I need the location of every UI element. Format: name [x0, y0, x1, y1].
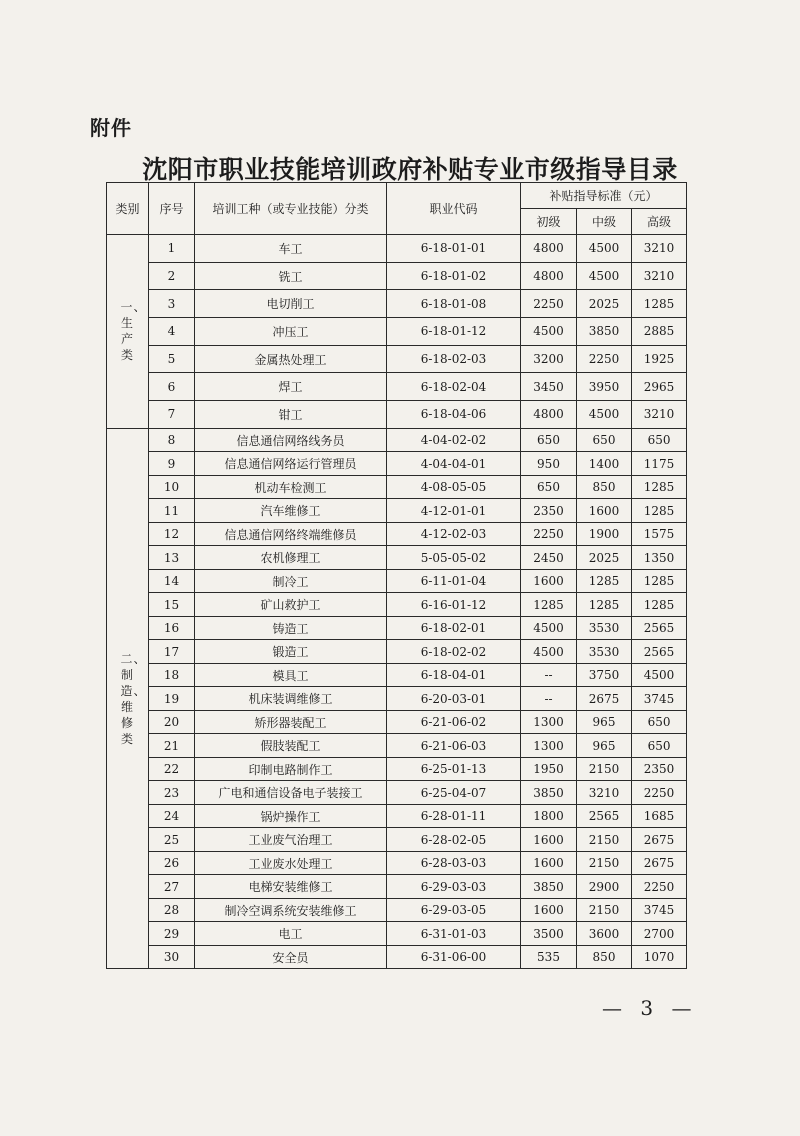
page-number: — 3 — [602, 996, 698, 1020]
cell-advanced: 1350 [632, 546, 687, 570]
cell-trade: 矿山救护工 [195, 593, 387, 617]
cell-primary: 4500 [521, 640, 577, 664]
table-row [107, 663, 687, 687]
cell-code: 6-18-01-12 [387, 318, 521, 346]
cell-trade: 制冷空调系统安装维修工 [195, 898, 387, 922]
cell-code: 4-12-02-03 [387, 522, 521, 546]
cell-intermediate: 3530 [577, 640, 632, 664]
attachment-label: 附件 [90, 116, 132, 140]
cell-trade: 车工 [195, 235, 387, 263]
cell-seq: 28 [149, 898, 195, 922]
cell-intermediate: 3950 [577, 373, 632, 401]
cell-trade: 汽车维修工 [195, 499, 387, 523]
cell-advanced: 650 [632, 734, 687, 758]
cell-trade: 信息通信网络终端维修员 [195, 522, 387, 546]
cell-code: 6-28-01-11 [387, 804, 521, 828]
cell-seq: 5 [149, 345, 195, 373]
cell-seq: 17 [149, 640, 195, 664]
cell-primary: 650 [521, 428, 577, 452]
cell-trade: 电梯安装维修工 [195, 875, 387, 899]
cell-advanced: 2350 [632, 757, 687, 781]
cell-advanced: 2250 [632, 781, 687, 805]
table-body [107, 235, 687, 969]
cell-primary: 2350 [521, 499, 577, 523]
cell-trade: 电工 [195, 922, 387, 946]
cell-trade: 铸造工 [195, 616, 387, 640]
table-row [107, 373, 687, 401]
cell-code: 6-28-03-03 [387, 851, 521, 875]
cell-seq: 29 [149, 922, 195, 946]
cell-trade: 电切削工 [195, 290, 387, 318]
cell-code: 6-21-06-02 [387, 710, 521, 734]
cell-intermediate: 3210 [577, 781, 632, 805]
cell-advanced: 1685 [632, 804, 687, 828]
cell-advanced: 3210 [632, 262, 687, 290]
cell-trade: 机动车检测工 [195, 475, 387, 499]
table-row [107, 475, 687, 499]
header-intermediate: 中级 [577, 209, 632, 235]
cell-intermediate: 2250 [577, 345, 632, 373]
cell-intermediate: 2675 [577, 687, 632, 711]
cell-code: 4-04-04-01 [387, 452, 521, 476]
cell-primary: 3500 [521, 922, 577, 946]
cell-intermediate: 2150 [577, 898, 632, 922]
table-row [107, 945, 687, 969]
cell-advanced: 2675 [632, 851, 687, 875]
table-row [107, 922, 687, 946]
cell-seq: 3 [149, 290, 195, 318]
cell-intermediate: 4500 [577, 235, 632, 263]
cell-primary: -- [521, 663, 577, 687]
cell-code: 6-18-01-08 [387, 290, 521, 318]
table-row [107, 499, 687, 523]
cell-advanced: 2965 [632, 373, 687, 401]
cell-primary: 3850 [521, 875, 577, 899]
header-row [107, 183, 687, 209]
cell-advanced: 1175 [632, 452, 687, 476]
cell-seq: 18 [149, 663, 195, 687]
cell-trade: 信息通信网络运行管理员 [195, 452, 387, 476]
cell-trade: 信息通信网络线务员 [195, 428, 387, 452]
cell-trade: 制冷工 [195, 569, 387, 593]
cell-trade: 锅炉操作工 [195, 804, 387, 828]
cell-intermediate: 1900 [577, 522, 632, 546]
cell-intermediate: 1285 [577, 593, 632, 617]
cell-code: 6-18-02-01 [387, 616, 521, 640]
cell-code: 6-11-01-04 [387, 569, 521, 593]
cell-trade: 矫形器装配工 [195, 710, 387, 734]
header-code: 职业代码 [387, 183, 521, 235]
table-row [107, 898, 687, 922]
header-trade: 培训工种（或专业技能）分类 [195, 183, 387, 235]
cell-trade: 工业废水处理工 [195, 851, 387, 875]
cell-intermediate: 2150 [577, 828, 632, 852]
cell-seq: 27 [149, 875, 195, 899]
table-row [107, 757, 687, 781]
cell-advanced: 1285 [632, 290, 687, 318]
cell-seq: 14 [149, 569, 195, 593]
table-row [107, 262, 687, 290]
cell-trade: 农机修理工 [195, 546, 387, 570]
cell-advanced: 1285 [632, 569, 687, 593]
cell-primary: 2450 [521, 546, 577, 570]
subsidy-directory-table [106, 182, 687, 969]
cell-code: 6-25-01-13 [387, 757, 521, 781]
table-row [107, 593, 687, 617]
cell-primary: 4500 [521, 616, 577, 640]
cell-advanced: 2700 [632, 922, 687, 946]
cell-intermediate: 965 [577, 734, 632, 758]
cell-intermediate: 850 [577, 945, 632, 969]
cell-code: 6-18-02-04 [387, 373, 521, 401]
cell-primary: 4800 [521, 401, 577, 429]
cell-seq: 9 [149, 452, 195, 476]
cell-code: 6-18-04-01 [387, 663, 521, 687]
cell-code: 6-18-04-06 [387, 401, 521, 429]
cell-seq: 16 [149, 616, 195, 640]
table-row [107, 452, 687, 476]
cell-trade: 冲压工 [195, 318, 387, 346]
cell-code: 6-21-06-03 [387, 734, 521, 758]
cell-trade: 模具工 [195, 663, 387, 687]
cell-seq: 10 [149, 475, 195, 499]
cell-trade: 金属热处理工 [195, 345, 387, 373]
cell-intermediate: 3750 [577, 663, 632, 687]
cell-advanced: 3745 [632, 687, 687, 711]
cell-intermediate: 1400 [577, 452, 632, 476]
cell-advanced: 3210 [632, 235, 687, 263]
cell-intermediate: 965 [577, 710, 632, 734]
table-row [107, 875, 687, 899]
cell-code: 4-12-01-01 [387, 499, 521, 523]
header-seq: 序号 [149, 183, 195, 235]
cell-intermediate: 4500 [577, 262, 632, 290]
cell-primary: 1600 [521, 828, 577, 852]
cell-advanced: 1070 [632, 945, 687, 969]
cell-advanced: 1285 [632, 475, 687, 499]
table-row [107, 401, 687, 429]
cell-primary: 3850 [521, 781, 577, 805]
cell-advanced: 2565 [632, 616, 687, 640]
cell-advanced: 2885 [632, 318, 687, 346]
cell-intermediate: 4500 [577, 401, 632, 429]
cell-advanced: 650 [632, 710, 687, 734]
cell-advanced: 1575 [632, 522, 687, 546]
category-label: 二、制造、维修类 [120, 651, 147, 746]
category-cell [107, 428, 149, 969]
cell-primary: 1800 [521, 804, 577, 828]
table-row [107, 235, 687, 263]
cell-primary: 4800 [521, 235, 577, 263]
cell-trade: 锻造工 [195, 640, 387, 664]
cell-primary: 1950 [521, 757, 577, 781]
cell-code: 4-08-05-05 [387, 475, 521, 499]
cell-seq: 22 [149, 757, 195, 781]
category-label: 一、生产类 [120, 300, 147, 363]
cell-primary: 1600 [521, 569, 577, 593]
table-row [107, 851, 687, 875]
cell-seq: 4 [149, 318, 195, 346]
cell-intermediate: 2565 [577, 804, 632, 828]
table-row [107, 687, 687, 711]
cell-trade: 机床装调维修工 [195, 687, 387, 711]
cell-primary: 4800 [521, 262, 577, 290]
cell-intermediate: 850 [577, 475, 632, 499]
cell-seq: 6 [149, 373, 195, 401]
cell-primary: 2250 [521, 290, 577, 318]
cell-code: 5-05-05-02 [387, 546, 521, 570]
cell-advanced: 650 [632, 428, 687, 452]
cell-primary: 650 [521, 475, 577, 499]
cell-primary: 2250 [521, 522, 577, 546]
cell-primary: 1600 [521, 898, 577, 922]
table-row [107, 428, 687, 452]
table-row [107, 781, 687, 805]
cell-seq: 2 [149, 262, 195, 290]
cell-trade: 铣工 [195, 262, 387, 290]
cell-intermediate: 650 [577, 428, 632, 452]
cell-primary: 3450 [521, 373, 577, 401]
cell-primary: 3200 [521, 345, 577, 373]
table-row [107, 546, 687, 570]
cell-code: 6-31-06-00 [387, 945, 521, 969]
cell-intermediate: 2900 [577, 875, 632, 899]
cell-trade: 安全员 [195, 945, 387, 969]
header-primary: 初级 [521, 209, 577, 235]
table-row [107, 710, 687, 734]
table-row [107, 828, 687, 852]
table-row [107, 734, 687, 758]
cell-advanced: 2250 [632, 875, 687, 899]
cell-primary: -- [521, 687, 577, 711]
cell-seq: 24 [149, 804, 195, 828]
table-row [107, 569, 687, 593]
table-row [107, 640, 687, 664]
cell-primary: 950 [521, 452, 577, 476]
table-row [107, 290, 687, 318]
header-advanced: 高级 [632, 209, 687, 235]
cell-intermediate: 3850 [577, 318, 632, 346]
cell-code: 6-31-01-03 [387, 922, 521, 946]
cell-seq: 7 [149, 401, 195, 429]
cell-code: 6-18-01-01 [387, 235, 521, 263]
header-subsidy: 补贴指导标准（元） [521, 183, 687, 209]
cell-intermediate: 1600 [577, 499, 632, 523]
cell-seq: 19 [149, 687, 195, 711]
cell-code: 6-18-01-02 [387, 262, 521, 290]
cell-seq: 26 [149, 851, 195, 875]
document-title: 沈阳市职业技能培训政府补贴专业市级指导目录 [142, 155, 678, 184]
cell-seq: 25 [149, 828, 195, 852]
cell-primary: 535 [521, 945, 577, 969]
cell-advanced: 4500 [632, 663, 687, 687]
cell-seq: 30 [149, 945, 195, 969]
cell-seq: 12 [149, 522, 195, 546]
cell-seq: 11 [149, 499, 195, 523]
cell-primary: 4500 [521, 318, 577, 346]
cell-code: 6-29-03-05 [387, 898, 521, 922]
cell-code: 6-29-03-03 [387, 875, 521, 899]
cell-intermediate: 2150 [577, 851, 632, 875]
cell-intermediate: 1285 [577, 569, 632, 593]
header-category: 类别 [107, 183, 149, 235]
cell-intermediate: 2150 [577, 757, 632, 781]
table-row [107, 804, 687, 828]
table-row [107, 616, 687, 640]
cell-advanced: 3210 [632, 401, 687, 429]
cell-seq: 15 [149, 593, 195, 617]
cell-seq: 20 [149, 710, 195, 734]
table-row [107, 522, 687, 546]
cell-primary: 1300 [521, 710, 577, 734]
cell-code: 6-28-02-05 [387, 828, 521, 852]
cell-code: 4-04-02-02 [387, 428, 521, 452]
cell-trade: 工业废气治理工 [195, 828, 387, 852]
cell-advanced: 1925 [632, 345, 687, 373]
cell-seq: 1 [149, 235, 195, 263]
cell-intermediate: 2025 [577, 290, 632, 318]
cell-seq: 8 [149, 428, 195, 452]
cell-primary: 1600 [521, 851, 577, 875]
cell-advanced: 1285 [632, 499, 687, 523]
cell-code: 6-18-02-02 [387, 640, 521, 664]
cell-trade: 假肢装配工 [195, 734, 387, 758]
cell-code: 6-18-02-03 [387, 345, 521, 373]
cell-advanced: 2565 [632, 640, 687, 664]
cell-trade: 焊工 [195, 373, 387, 401]
cell-code: 6-20-03-01 [387, 687, 521, 711]
cell-intermediate: 3530 [577, 616, 632, 640]
cell-trade: 印制电路制作工 [195, 757, 387, 781]
cell-trade: 钳工 [195, 401, 387, 429]
cell-seq: 13 [149, 546, 195, 570]
cell-intermediate: 2025 [577, 546, 632, 570]
cell-seq: 21 [149, 734, 195, 758]
cell-trade: 广电和通信设备电子装接工 [195, 781, 387, 805]
cell-code: 6-25-04-07 [387, 781, 521, 805]
cell-code: 6-16-01-12 [387, 593, 521, 617]
cell-primary: 1300 [521, 734, 577, 758]
cell-primary: 1285 [521, 593, 577, 617]
table-row [107, 345, 687, 373]
cell-advanced: 1285 [632, 593, 687, 617]
cell-advanced: 3745 [632, 898, 687, 922]
table-row [107, 318, 687, 346]
cell-intermediate: 3600 [577, 922, 632, 946]
cell-seq: 23 [149, 781, 195, 805]
cell-advanced: 2675 [632, 828, 687, 852]
category-cell [107, 235, 149, 429]
